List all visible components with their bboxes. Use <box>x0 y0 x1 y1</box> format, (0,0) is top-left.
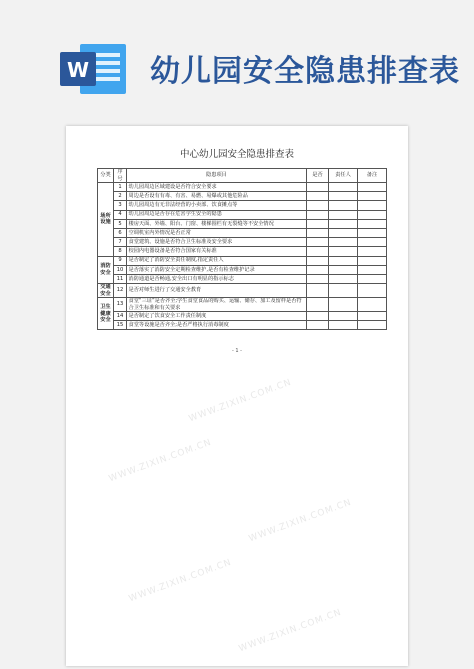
row-responsible-cell <box>329 238 358 247</box>
row-number: 5 <box>114 219 127 228</box>
row-check-cell <box>307 312 329 321</box>
row-number: 4 <box>114 210 127 219</box>
row-remarks-cell <box>358 201 387 210</box>
row-remarks-cell <box>358 210 387 219</box>
row-responsible-cell <box>329 183 358 192</box>
category-cell <box>98 284 114 298</box>
row-item: 是否落实了消防安全定期检查维护,是否有检查维护记录 <box>127 265 307 274</box>
row-check-cell <box>307 256 329 265</box>
row-number: 12 <box>114 284 127 298</box>
row-remarks-cell <box>358 312 387 321</box>
table-row <box>98 312 387 321</box>
table-row <box>98 274 387 283</box>
row-remarks-cell <box>358 265 387 274</box>
row-number: 11 <box>114 274 127 283</box>
row-item: 是否对师生进行了交通安全教育 <box>127 284 307 298</box>
row-check-cell <box>307 247 329 256</box>
row-remarks-cell <box>358 228 387 237</box>
checklist-table <box>97 168 387 330</box>
category-label: 交通安全 <box>100 284 111 297</box>
column-header-number: 序号 <box>114 169 127 183</box>
row-responsible-cell <box>329 321 358 330</box>
row-remarks-cell <box>358 219 387 228</box>
row-responsible-cell <box>329 247 358 256</box>
column-header-check: 是否 <box>307 169 329 183</box>
page-number: - 1 - <box>232 348 242 354</box>
row-remarks-cell <box>358 183 387 192</box>
row-item: 食堂“三证”是否齐全;学生食堂食品的购买、运输、储存、加工及留样是否符合卫生标准和有关要求 <box>127 298 307 312</box>
watermark: WWW.ZIXIN.COM.CN <box>127 557 234 605</box>
row-number: 8 <box>114 247 127 256</box>
row-item: 空调机室内外情况是否正常 <box>127 228 307 237</box>
row-item: 食堂建筑、设施是否符合卫生标准及安全要求 <box>127 238 307 247</box>
row-remarks-cell <box>358 192 387 201</box>
category-cell <box>98 298 114 330</box>
row-check-cell <box>307 284 329 298</box>
table-row <box>98 210 387 219</box>
row-remarks-cell <box>358 284 387 298</box>
table-row <box>98 321 387 330</box>
category-label: 消防安全 <box>100 263 111 276</box>
row-remarks-cell <box>358 274 387 283</box>
row-number: 1 <box>114 183 127 192</box>
row-check-cell <box>307 265 329 274</box>
document-title: 中心幼儿园安全隐患排查表 <box>179 149 294 160</box>
row-responsible-cell <box>329 219 358 228</box>
row-number: 15 <box>114 321 127 330</box>
table-header-row <box>98 169 387 183</box>
row-remarks-cell <box>358 298 387 312</box>
row-check-cell <box>307 298 329 312</box>
row-check-cell <box>307 238 329 247</box>
row-item: 周边是否设有有毒、有害、易燃、易爆或其他危险品 <box>127 192 307 201</box>
table-row <box>98 192 387 201</box>
row-number: 14 <box>114 312 127 321</box>
row-check-cell <box>307 210 329 219</box>
row-check-cell <box>307 228 329 237</box>
watermark: WWW.ZIXIN.COM.CN <box>247 497 354 545</box>
row-item: 消防通道是否畅通,安全出口有明显的指示标志 <box>127 274 307 283</box>
category-cell <box>98 256 114 284</box>
watermark: WWW.ZIXIN.COM.CN <box>237 607 344 655</box>
row-number: 7 <box>114 238 127 247</box>
row-remarks-cell <box>358 238 387 247</box>
row-item: 校园内电器设备是否符合国家有关标准 <box>127 247 307 256</box>
row-check-cell <box>307 219 329 228</box>
row-item: 幼儿园周边是否存在危害学生安全的隐患 <box>127 210 307 219</box>
table-row <box>98 238 387 247</box>
category-cell <box>98 183 114 257</box>
row-responsible-cell <box>329 201 358 210</box>
table-row <box>98 228 387 237</box>
word-icon <box>58 40 128 98</box>
row-item: 幼儿园周边有无非法经营的小卖部、饮食摊点等 <box>127 201 307 210</box>
table-row <box>98 183 387 192</box>
row-responsible-cell <box>329 228 358 237</box>
row-remarks-cell <box>358 321 387 330</box>
row-responsible-cell <box>329 192 358 201</box>
watermark: WWW.ZIXIN.COM.CN <box>107 437 214 485</box>
table-row <box>98 256 387 265</box>
column-header-remarks: 备注 <box>358 169 387 183</box>
row-responsible-cell <box>329 312 358 321</box>
row-number: 3 <box>114 201 127 210</box>
row-responsible-cell <box>329 274 358 283</box>
row-check-cell <box>307 183 329 192</box>
column-header-item: 隐患项目 <box>127 169 307 183</box>
row-number: 9 <box>114 256 127 265</box>
row-item: 食堂等设施是否齐全;是否严格执行消毒制度 <box>127 321 307 330</box>
row-item: 是否制定了饮食安全工作责任制度 <box>127 312 307 321</box>
table-row <box>98 219 387 228</box>
row-responsible-cell <box>329 256 358 265</box>
row-number: 6 <box>114 228 127 237</box>
row-remarks-cell <box>358 247 387 256</box>
column-header-category: 分类 <box>98 169 114 183</box>
svg-text:W: W <box>66 58 90 82</box>
table-row <box>98 265 387 274</box>
header-banner <box>0 0 474 118</box>
column-header-responsible: 责任人 <box>329 169 358 183</box>
document-page <box>66 126 408 666</box>
row-number: 10 <box>114 265 127 274</box>
table-row <box>98 284 387 298</box>
row-responsible-cell <box>329 284 358 298</box>
row-remarks-cell <box>358 256 387 265</box>
table-row <box>98 298 387 312</box>
table-row <box>98 247 387 256</box>
row-item: 是否制定了消防安全责任制度,指定责任人 <box>127 256 307 265</box>
page-title: 幼儿园安全隐患排查表 <box>150 54 460 89</box>
table-row <box>98 201 387 210</box>
row-responsible-cell <box>329 265 358 274</box>
row-responsible-cell <box>329 210 358 219</box>
watermark: WWW.ZIXIN.COM.CN <box>187 377 294 425</box>
row-item: 幼儿园周边区域建设是否符合安全要求 <box>127 183 307 192</box>
row-number: 2 <box>114 192 127 201</box>
category-label: 卫生健康安全 <box>100 304 111 323</box>
row-check-cell <box>307 321 329 330</box>
category-label: 场所设施 <box>100 212 111 226</box>
row-item: 楼房天面、外墙、阳台、门窗、楼梯围栏有无裂缝等不安全情况 <box>127 219 307 228</box>
row-number: 13 <box>114 298 127 312</box>
row-responsible-cell <box>329 298 358 312</box>
row-check-cell <box>307 201 329 210</box>
row-check-cell <box>307 274 329 283</box>
row-check-cell <box>307 192 329 201</box>
